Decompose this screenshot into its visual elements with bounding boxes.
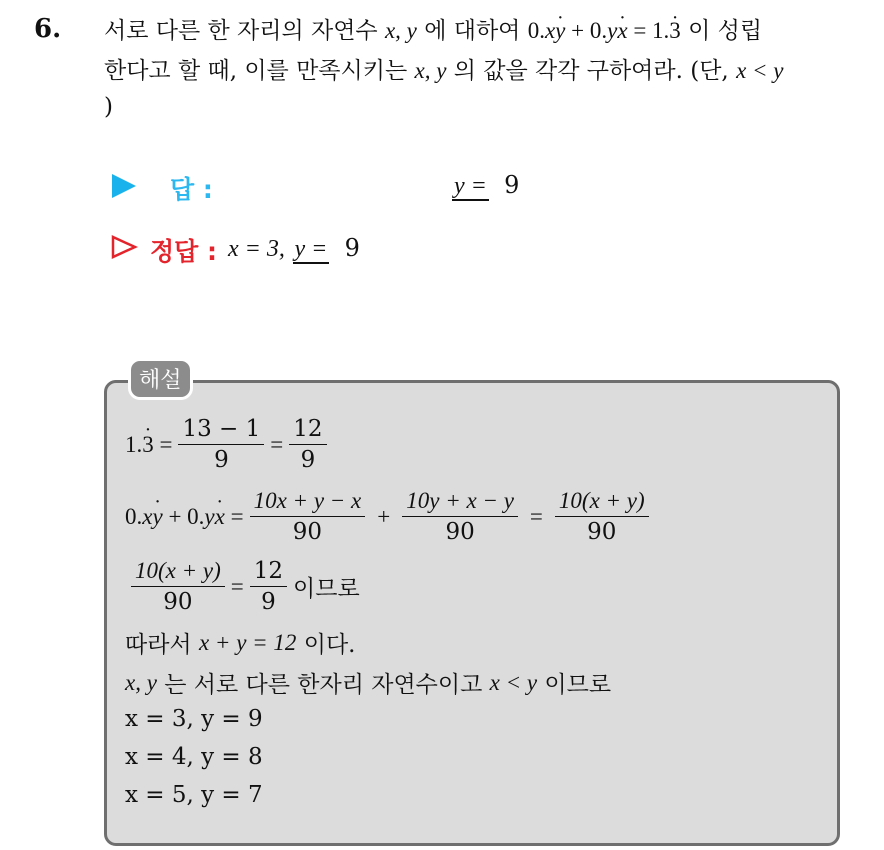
solution-pair: x = 3, y = 9 [125, 706, 263, 732]
problem-line-1 [104, 16, 762, 46]
solution-line-3: $\frac{10(x + y)}{90}$ = $\frac{12}{9}$ 이므로 [125, 558, 360, 615]
correct-variable: y = [294, 236, 328, 262]
problem-number: 6. [34, 14, 62, 44]
correct-value [228, 234, 360, 263]
fraction-numerator: 10y + x − y [402, 488, 518, 517]
solution-text: 따라서 [125, 632, 192, 658]
problem-variables: x, y [384, 18, 417, 43]
fraction [555, 488, 649, 545]
solution-variables: x, y [125, 669, 157, 695]
solution-text: 이므로 [544, 672, 612, 698]
fraction-denominator: 90 [292, 519, 323, 545]
problem-text: 서로 다른 한 자리의 자연수 [104, 18, 378, 44]
fraction [402, 488, 518, 545]
problem-text: 이 성립 [688, 18, 763, 44]
correct-x: x = 3, [228, 236, 285, 262]
problem-equation: 0.xy · + 0.yx · = 1.3 · [528, 18, 681, 43]
answer-value [452, 171, 519, 200]
answer-number: 9 [504, 171, 520, 199]
solution-text: 이므로 [293, 576, 360, 602]
fraction-numerator: 13 − 1 [178, 416, 264, 445]
solution-line-4 [125, 626, 356, 659]
fraction-denominator: 90 [163, 589, 193, 615]
fraction [250, 488, 366, 545]
correct-label: 정답 : [150, 237, 218, 266]
fraction [250, 558, 287, 615]
solution-pair: x = 5, y = 7 [125, 782, 263, 808]
solution-line-1: 1.3 · = $\frac{13 - 1}{9}$ = $\frac{12}{9}$ [125, 416, 333, 473]
fraction-numerator: 12 [289, 416, 326, 445]
fraction-denominator: 9 [261, 589, 276, 615]
problem-line-2 [104, 56, 784, 86]
problem-text: 에 대하여 [424, 18, 521, 44]
fraction-denominator: 9 [300, 447, 316, 473]
fraction-numerator: 12 [250, 558, 287, 587]
solution-tag: 해설 [128, 358, 193, 400]
fraction [289, 416, 326, 473]
correct-number: 9 [344, 234, 360, 262]
fraction [178, 416, 264, 473]
problem-condition: x < y [736, 58, 784, 83]
problem-text: 한다고 할 때, 이를 만족시키는 [104, 58, 408, 84]
solution-condition: x < y [489, 669, 538, 695]
fraction-numerator: 10(x + y) [131, 558, 225, 587]
answer-variable: y = [454, 173, 487, 199]
fraction [131, 558, 225, 615]
problem-variables: x, y [414, 58, 447, 83]
solution-line-5 [125, 666, 611, 699]
problem-text: 의 값을 각각 구하여라. (단, [453, 58, 729, 84]
fraction-denominator: 90 [445, 519, 475, 545]
solution-equation: x + y = 12 [198, 629, 297, 655]
solution-text: 이다. [303, 632, 356, 658]
solution-pair: x = 4, y = 8 [125, 744, 263, 770]
answer-arrow-icon [112, 174, 136, 198]
answer-label: 답 : [170, 175, 213, 204]
problem-line-3: ) [104, 94, 113, 120]
solution-text: 는 서로 다른 한자리 자연수이고 [164, 672, 483, 698]
fraction-denominator: 90 [587, 519, 617, 545]
fraction-numerator: 10x + y − x [250, 488, 366, 517]
solution-line-2: 0.xy · + 0.yx · = $\frac{10x + y - x}{90}$ + $\frac{10y + x - y}{90}$ = $\frac{10(x + y)}{90}$ [125, 488, 655, 545]
correct-arrow-icon [110, 234, 138, 260]
fraction-numerator: 10(x + y) [555, 488, 649, 517]
fraction-denominator: 9 [214, 447, 229, 473]
